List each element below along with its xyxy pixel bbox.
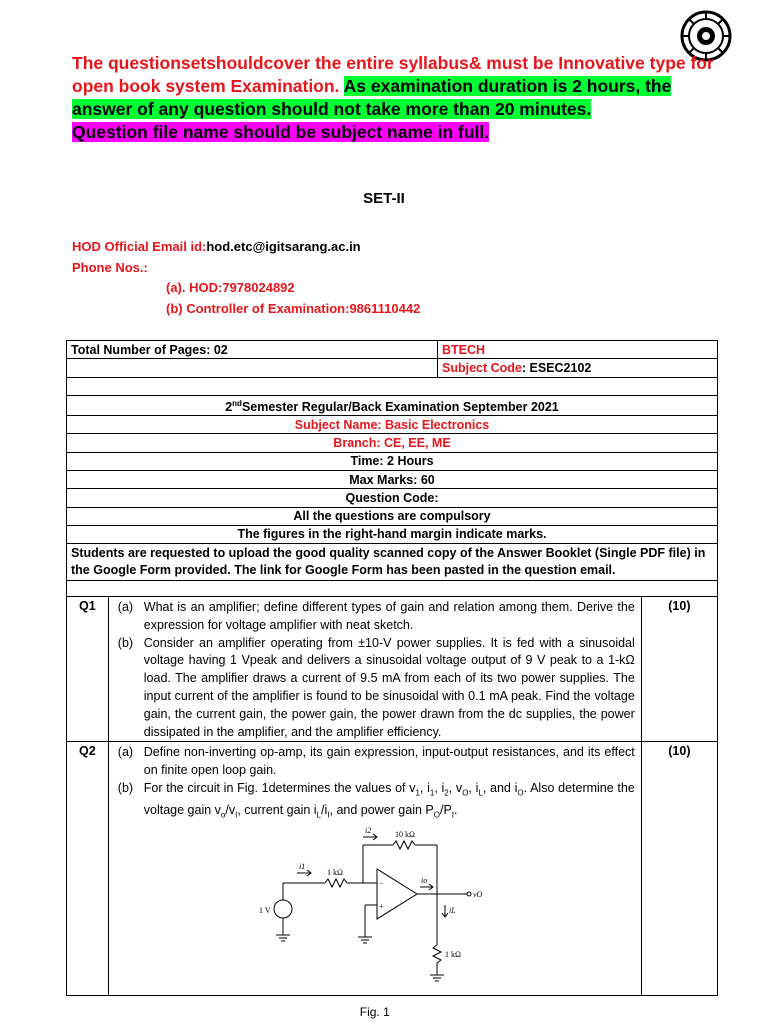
branch: Branch: CE, EE, ME [67, 434, 718, 452]
phone-label: Phone Nos.: [72, 259, 148, 275]
svg-text:io: io [420, 875, 428, 885]
question-number: Q2 [67, 742, 109, 995]
notice-syllabus-text: The questionsetshouldcover the entire syllabus& must be Innovative type for open book system Examination. [72, 53, 714, 96]
program: BTECH [438, 341, 718, 359]
coe-phone: 9861110442 [349, 300, 421, 316]
subject-code-cell [438, 359, 718, 377]
subject-name: Subject Name: Basic Electronics [67, 416, 718, 434]
questions-table [66, 596, 718, 1019]
question-text: Define non-inverting op-amp, its gain expression, input-output resistances, and its effect on finite open loop gain. [143, 745, 635, 778]
question-text: Consider an amplifier operating from ±10-V power supplies. It is fed with a sinusoidal voltage having 1 Vpeak and delivers a sinusoidal voltage output of 9 V peak to a 1-kΩ load. The amplifier draws a current of 9.5 mA from each of its two power supplies. The input current of the amplifier is found to be sinusoidal with 0.1 mA peak. Find the voltage gain, the current gain, the power gain, the power drawn from the dc supplies, the power dissipated in the amplifier, and the amplifier efficiency. [143, 635, 635, 739]
svg-text:vO: vO [472, 889, 483, 899]
svg-text:iL: iL [448, 905, 456, 915]
notice-filename-text: Question file name should be subject name in full. [72, 122, 490, 142]
email-label: HOD Official Email id: [72, 239, 207, 254]
question-row [67, 742, 718, 995]
svg-text:1 kΩ: 1 kΩ [444, 949, 461, 959]
question-part: (a) What is an amplifier; define different types of gain and relation among them. Derive the expression for voltage amplifier with neat sketch. [115, 599, 635, 635]
question-number: Q1 [67, 597, 109, 742]
coe-phone-label: (b) Controller of Examination: [166, 300, 350, 316]
set-title: SET-II [363, 190, 405, 207]
svg-text:i1: i1 [298, 861, 306, 871]
question-part: (a) Define non-inverting op-amp, its gain expression, input-output resistances, and its effect on finite open loop gain. [115, 744, 635, 780]
svg-text:−: − [378, 878, 384, 888]
question-text: For the circuit in Fig. 1determines the values of $v_1$, $i_1$, $i_2$, $v_O$, $i_L$, and $i_O$. Also determine the voltage gain $v_o/v_I$, current gain $i_L/i_I$, and power gain $P_O/P_I$. [143, 780, 635, 820]
svg-text:1 V: 1 V [258, 905, 271, 915]
question-marks: (10) [641, 742, 717, 995]
question-row [67, 597, 718, 742]
upload-note: Students are requested to upload the good quality scanned copy of the Answer Booklet (Single PDF file) in the Google Form provided. The link for Google Form has been pasted in the question email. [67, 544, 718, 581]
semester-line: 2ndSemester Regular/Back Examination September 2021 [67, 395, 718, 415]
subject-code: : ESEC2102 [521, 360, 592, 375]
exam-time: Time: 2 Hours [67, 452, 718, 470]
question-text: What is an amplifier; define different types of gain and relation among them. Derive the expression for voltage amplifier with neat sketch. [143, 600, 635, 632]
subject-code-label: Subject Code [442, 360, 522, 375]
marks-note: The figures in the right-hand margin indicate marks. [67, 525, 718, 543]
exam-instruction-notice [72, 52, 732, 144]
question-part: (b) Consider an amplifier operating from ±10-V power supplies. It is fed with a sinusoidal voltage having 1 Vpeak and delivers a sinusoidal voltage output of 9 V peak to a 1-kΩ load. The amplifier draws a current of 9.5 mA from each of its two power supplies. The input current of the amplifier is found to be sinusoidal with 0.1 mA peak. Find the voltage gain, the current gain, the power gain, the power drawn from the dc supplies, the power dissipated in the amplifier, and the amplifier efficiency. [115, 635, 635, 742]
contact-info [72, 237, 420, 319]
circuit-figure [115, 825, 635, 1019]
question-part: (b) For the circuit in Fig. 1determines the values of $v_1$, $i_1$, $i_2$, $v_O$, $i_L$, and $i_O$. Also determine the voltage gain $v_o/v_I$, current gain $i_L/i_I$, and power gain $P_O/P_I$. [115, 780, 635, 825]
notice-duration-text: As examination duration is 2 hours, the answer of any question should not take more than 20 minutes. [72, 76, 672, 119]
svg-text:10 kΩ: 10 kΩ [394, 829, 415, 839]
figure-caption: Fig. 1 [359, 1004, 390, 1019]
op-amp-circuit-diagram [115, 825, 635, 995]
max-marks: Max Marks: 60 [67, 470, 718, 488]
hod-email[interactable]: hod.etc@igitsarang.ac.in [206, 239, 361, 254]
compulsory-note: All the questions are compulsory [67, 507, 718, 525]
svg-text:i2: i2 [364, 825, 372, 835]
question-marks: (10) [641, 597, 717, 742]
question-code: Question Code: [67, 489, 718, 507]
exam-header-table [66, 340, 718, 597]
hod-phone-label: (a). HOD: [166, 280, 223, 295]
hod-phone: 7978024892 [222, 280, 295, 295]
total-pages: Total Number of Pages: 02 [67, 341, 438, 359]
svg-text:1 kΩ: 1 kΩ [326, 867, 343, 877]
svg-text:+: + [378, 901, 384, 911]
